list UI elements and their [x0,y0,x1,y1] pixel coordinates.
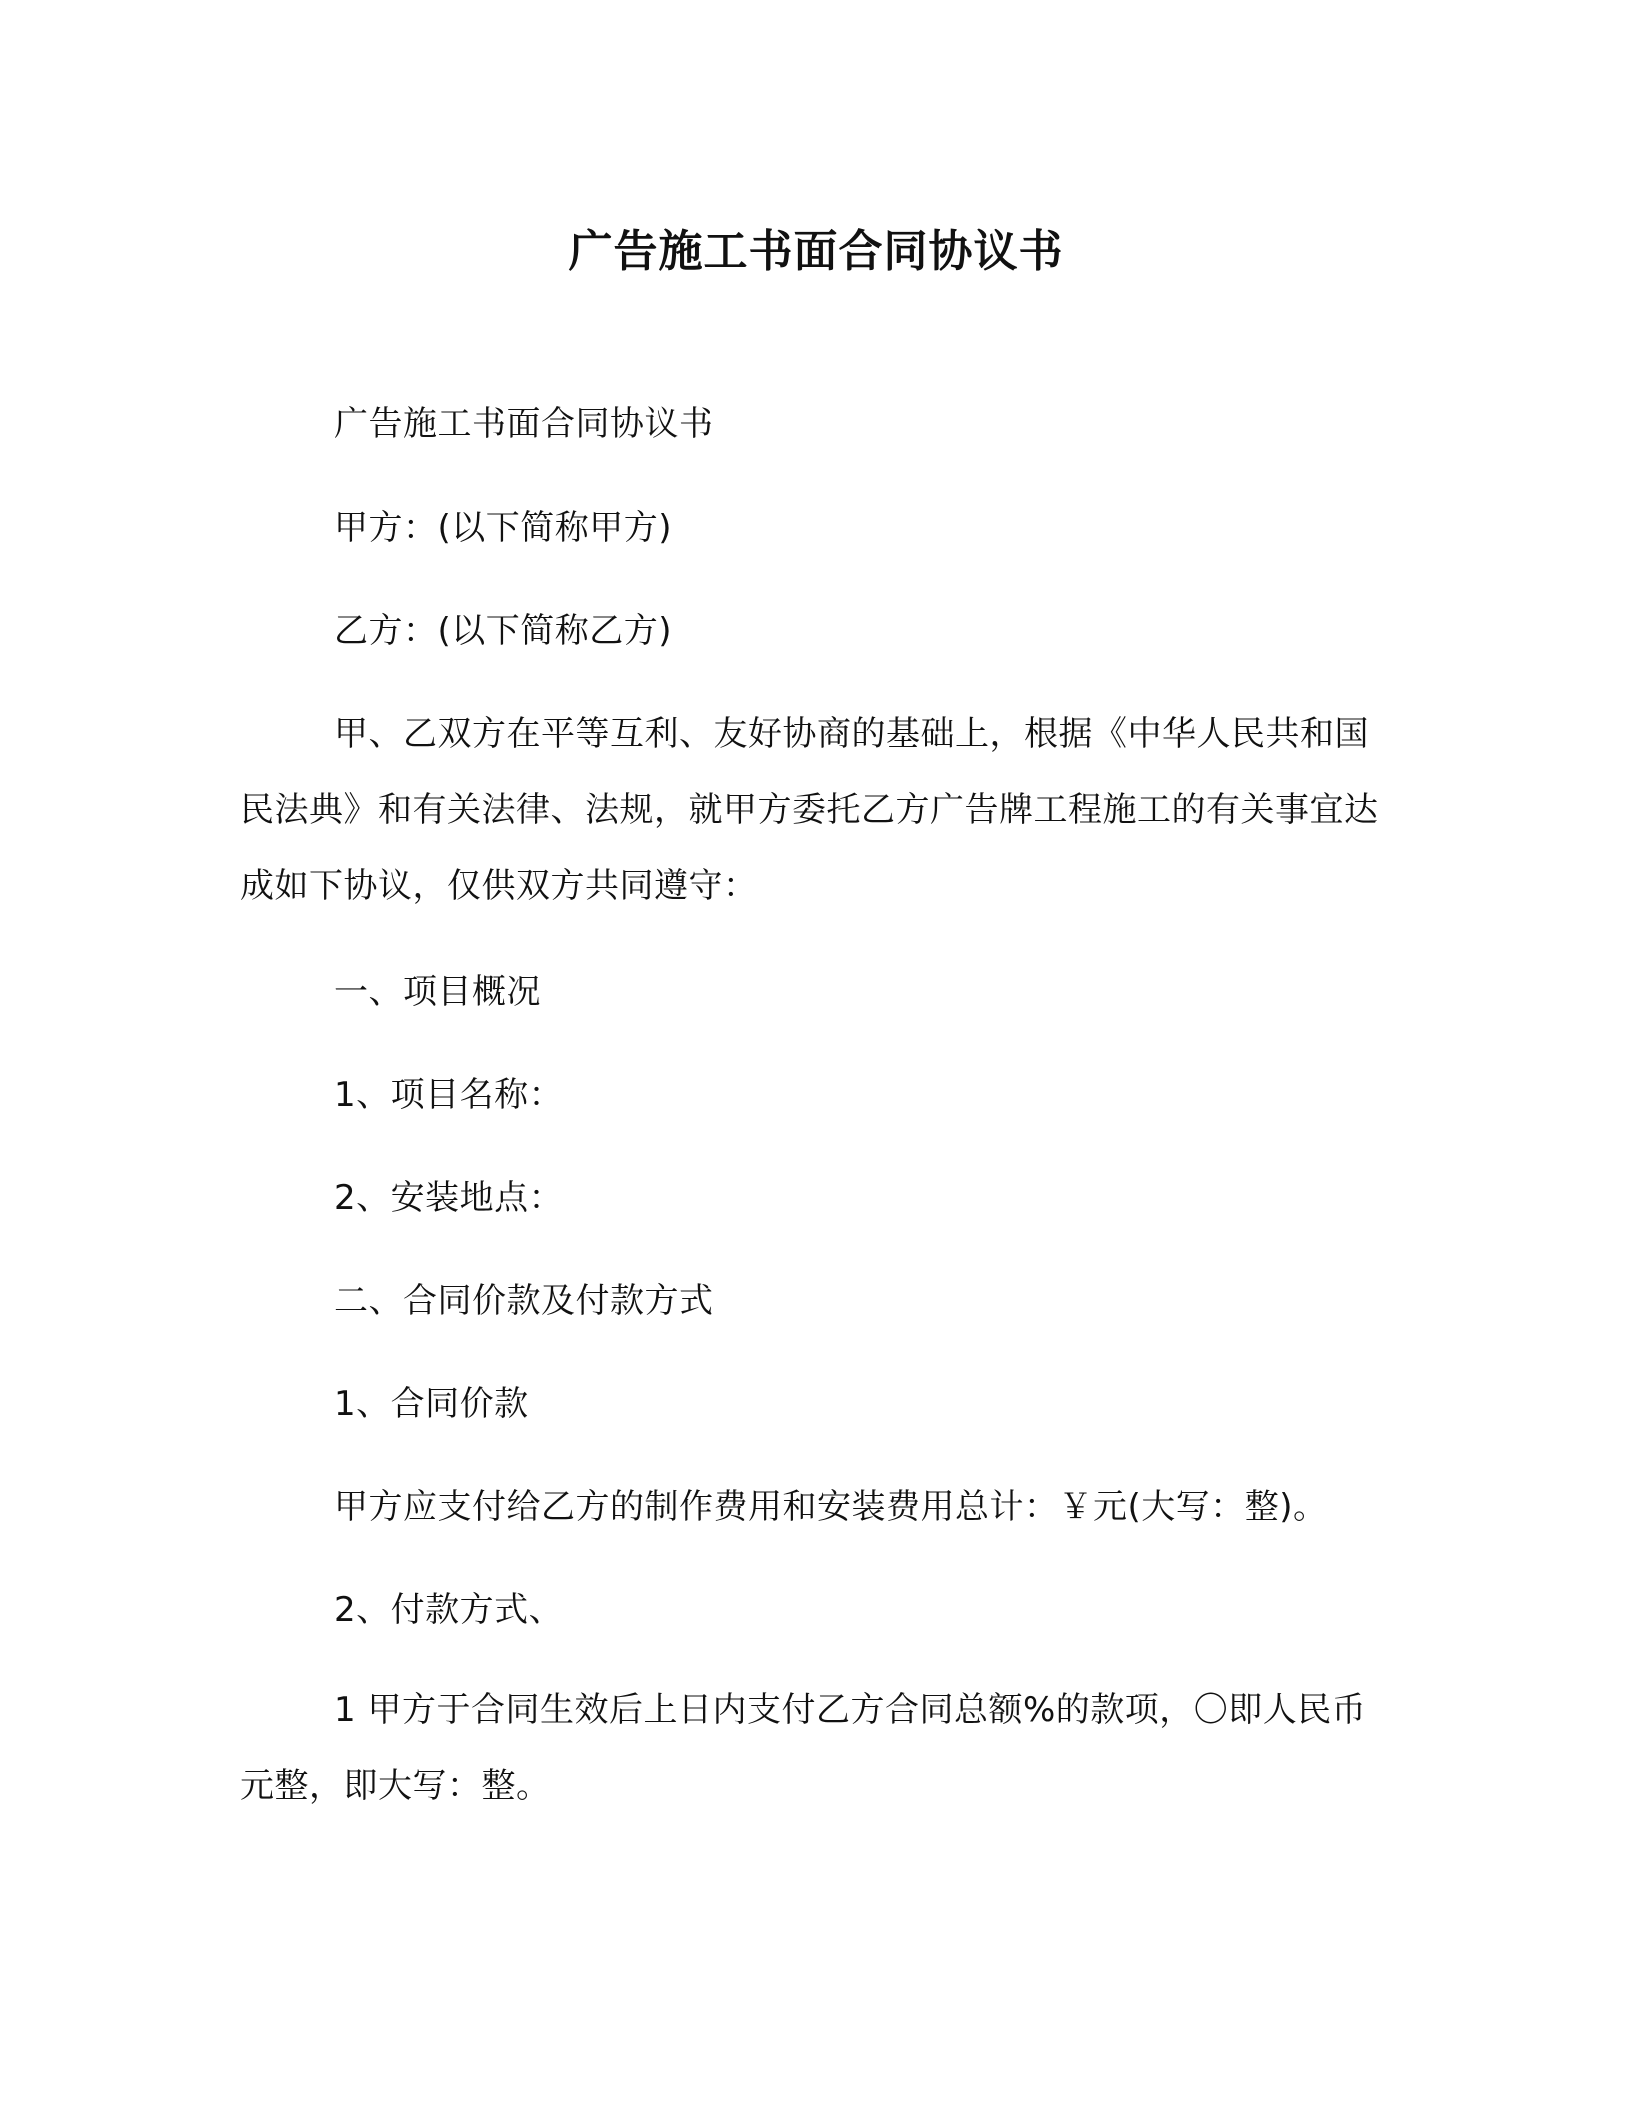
install-location-line: 2、安装地点： [334,1178,564,1218]
section-heading-price-payment: 二、合同价款及付款方式 [334,1281,714,1321]
project-name-line: 1、项目名称： [334,1075,564,1115]
contract-price-heading: 1、合同价款 [334,1384,529,1424]
subtitle-paragraph: 广告施工书面合同协议书 [334,404,714,444]
party-b-line: 乙方：(以下简称乙方) [334,611,673,651]
document-title: 广告施工书面合同协议书 [568,226,1064,277]
preamble-paragraph: 甲、乙双方在平等互利、友好协商的基础上，根据《中华人民共和国民法典》和有关法律、法规，就甲方委托乙方广告牌工程施工的有关事宜达成如下协议，仅供双方共同遵守： [240,714,1379,906]
party-a-line: 甲方：(以下简称甲方) [334,508,673,548]
section-heading-project-overview: 一、项目概况 [334,972,541,1012]
total-fee-line: 甲方应支付给乙方的制作费用和安装费用总计：￥元(大写：整)。 [334,1487,1328,1527]
payment-method-heading: 2、付款方式、 [334,1590,564,1630]
payment-term-1-paragraph: 1 甲方于合同生效后上日内支付乙方合同总额%的款项，〇即人民币元整，即大写：整。 [240,1690,1367,1806]
